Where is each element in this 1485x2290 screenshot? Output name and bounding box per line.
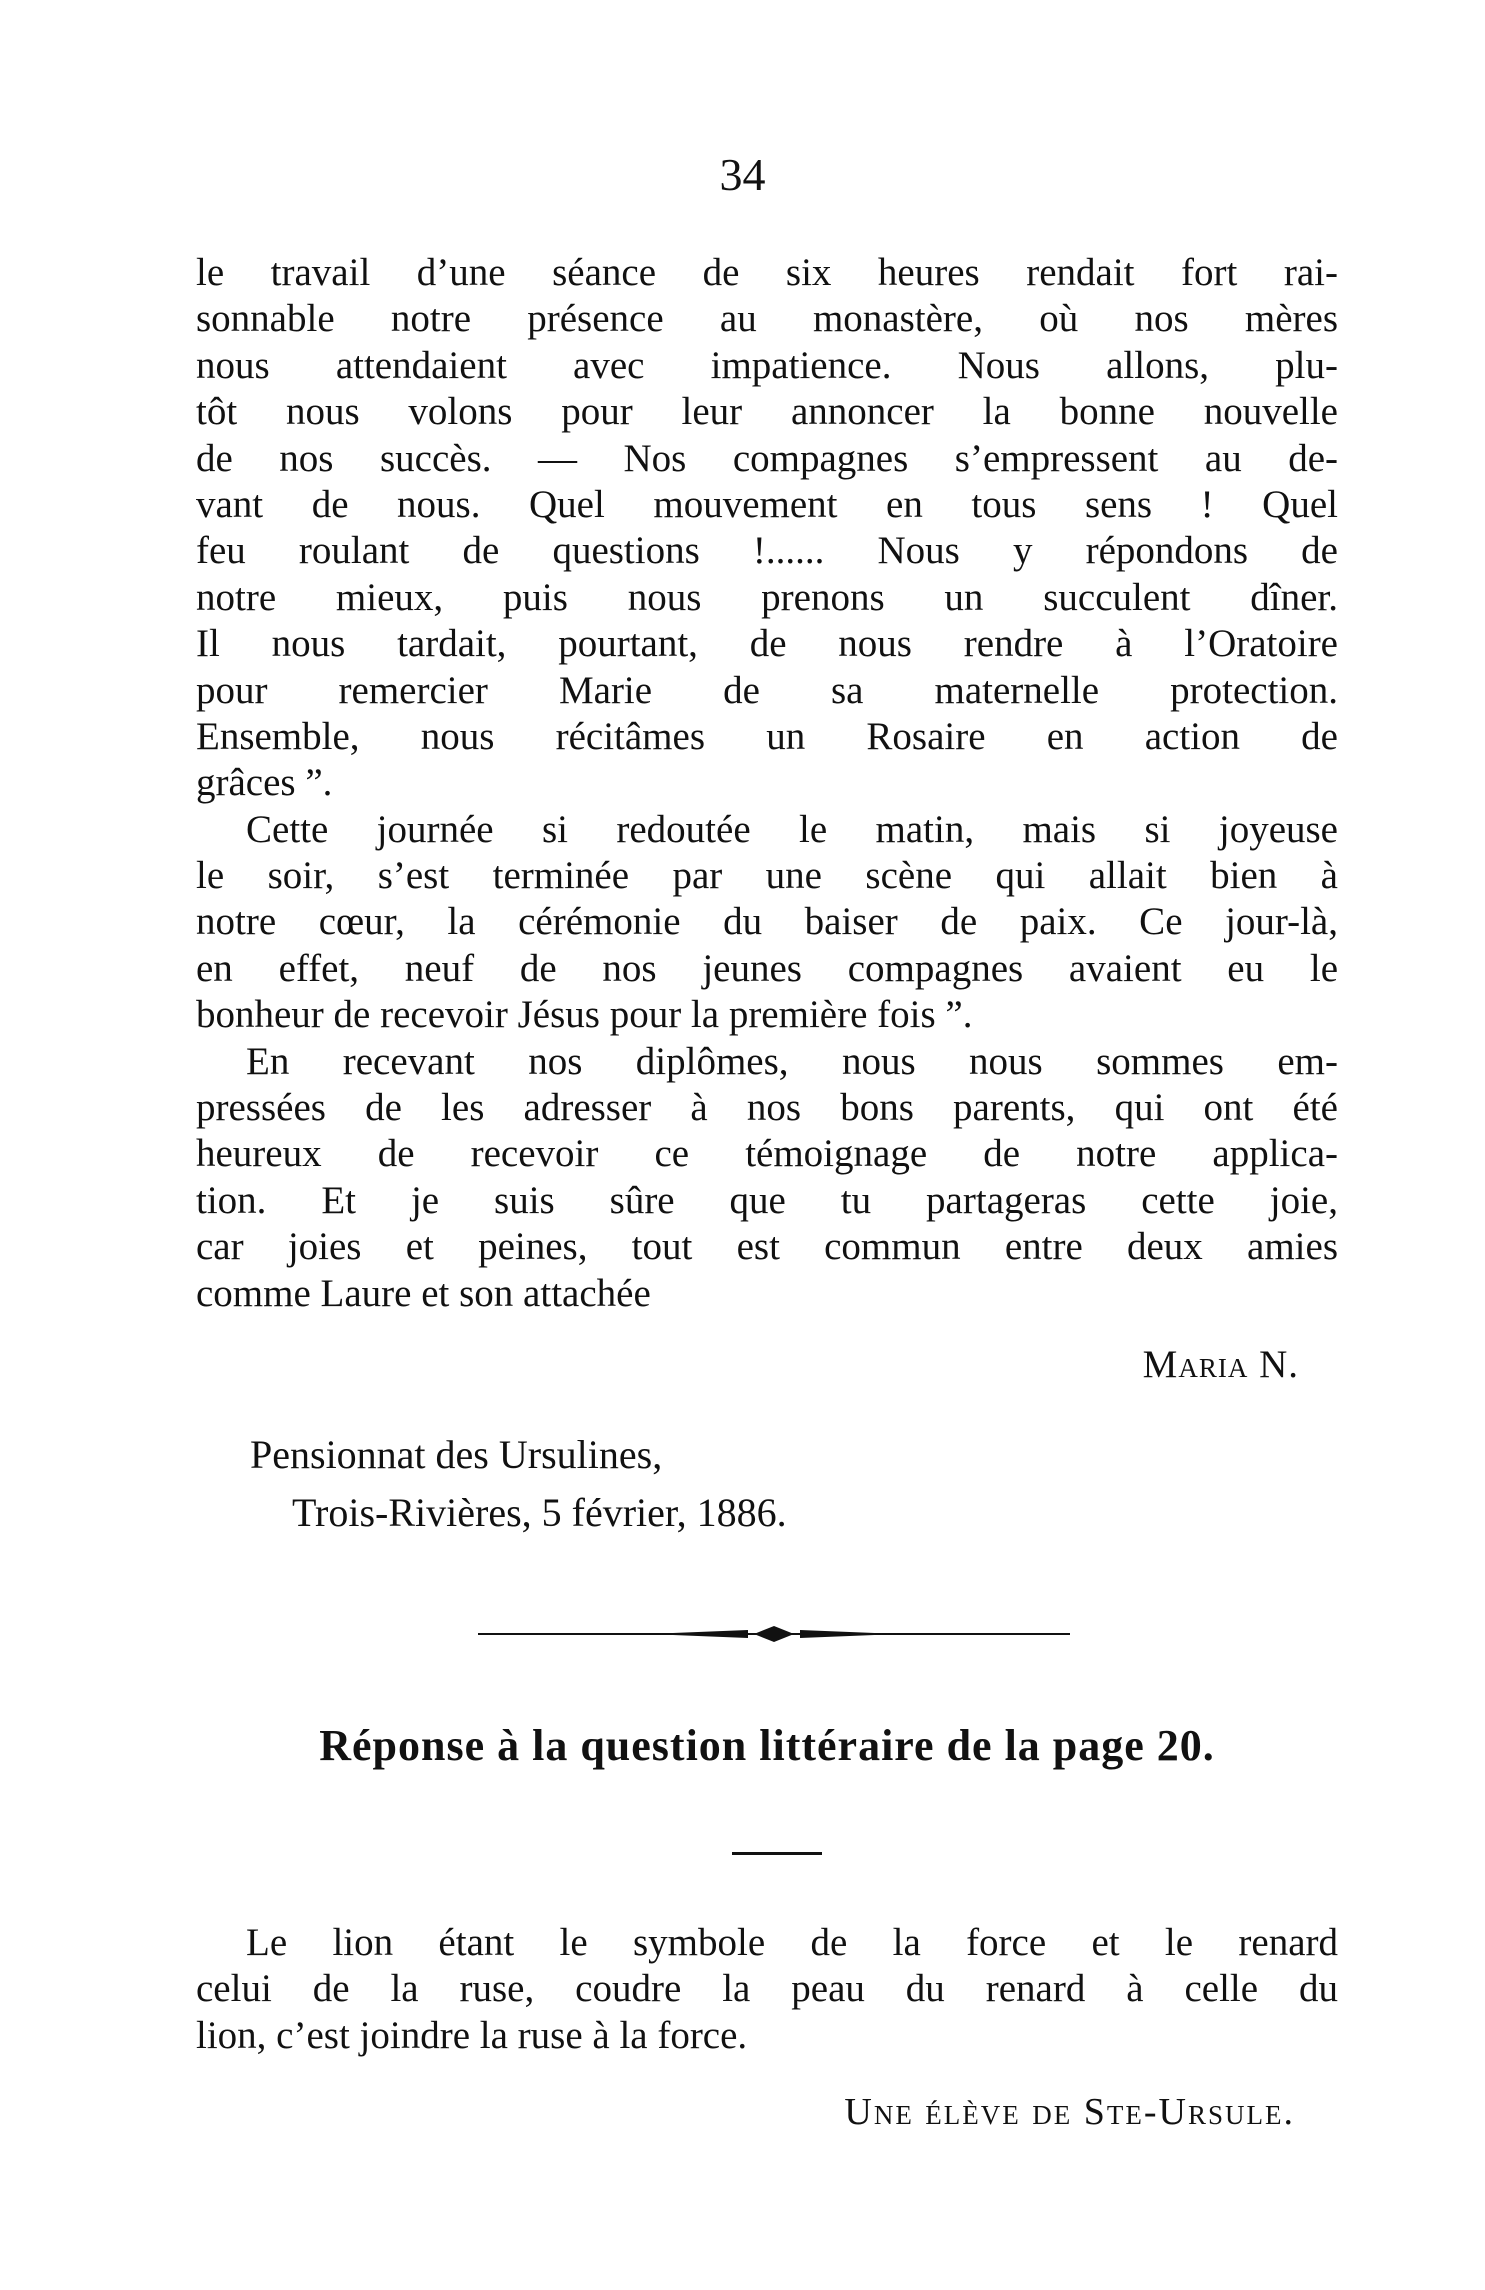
text-line: Ensemble, nous récitâmes un Rosaire en action de <box>196 714 1338 758</box>
text-line: nous attendaient avec impatience. Nous allons, plu- <box>196 343 1338 387</box>
text-line: pour remercier Marie de sa maternelle protection. <box>196 668 1338 712</box>
page-number: 34 <box>719 149 766 200</box>
text-line: en effet, neuf de nos jeunes compagnes avaient eu le <box>196 946 1338 990</box>
text-line: comme Laure et son attachée <box>196 1271 651 1315</box>
text-line: notre mieux, puis nous prenons un succulent dîner. <box>196 575 1338 619</box>
section-heading: Réponse à la question littéraire de la page 20. <box>319 1721 1215 1770</box>
text-line: car joies et peines, tout est commun entre deux amies <box>196 1225 1338 1269</box>
text-line: notre cœur, la cérémonie du baiser de paix. Ce jour-là, <box>196 900 1338 944</box>
text-line: tion. Et je suis sûre que tu partageras cette joie, <box>196 1178 1338 1222</box>
letter-body <box>196 250 1338 1317</box>
text-line: de nos succès. — Nos compagnes s’empressent au de- <box>196 436 1338 480</box>
letter-date: Trois-Rivières, 5 février, 1886. <box>292 1490 787 1535</box>
text-line: grâces ”. <box>196 761 333 805</box>
paragraph-start-line: Le lion étant le symbole de la force et le renard <box>246 1921 1338 1964</box>
text-line: sonnable notre présence au monastère, où nos mères <box>196 297 1338 341</box>
text-line: tôt nous volons pour leur annoncer la bonne nouvelle <box>196 390 1338 434</box>
text-line: bonheur de recevoir Jésus pour la première fois ”. <box>196 993 973 1037</box>
text-line: pressées de les adresser à nos bons parents, qui ont été <box>196 1086 1338 1130</box>
answer-body <box>196 1920 1338 2059</box>
answer-signature: Une élève de Ste-Ursule. <box>844 2091 1295 2133</box>
short-divider <box>732 1852 822 1855</box>
text-line: le travail d’une séance de six heures rendait fort rai- <box>196 251 1338 294</box>
text-line: Il nous tardait, pourtant, de nous rendre à l’Oratoire <box>196 622 1338 666</box>
letter-signature: Maria N. <box>1142 1343 1299 1386</box>
paragraph-start-line: Cette journée si redoutée le matin, mais si joyeuse <box>246 807 1338 851</box>
section-divider-ornament <box>478 1620 1070 1648</box>
letter-place: Pensionnat des Ursulines, <box>250 1432 663 1477</box>
text-line: feu roulant de questions !...... Nous y répondons de <box>196 529 1338 573</box>
text-line: heureux de recevoir ce témoignage de notre applica- <box>196 1132 1338 1176</box>
text-line: lion, c’est joindre la ruse à la force. <box>196 2013 748 2057</box>
text-line: vant de nous. Quel mouvement en tous sens ! Quel <box>196 482 1338 526</box>
text-line: le soir, s’est terminée par une scène qui allait bien à <box>196 854 1338 898</box>
paragraph-start-line: En recevant nos diplômes, nous nous sommes em- <box>246 1039 1338 1083</box>
text-line: celui de la ruse, coudre la peau du renard à celle du <box>196 1967 1338 2011</box>
